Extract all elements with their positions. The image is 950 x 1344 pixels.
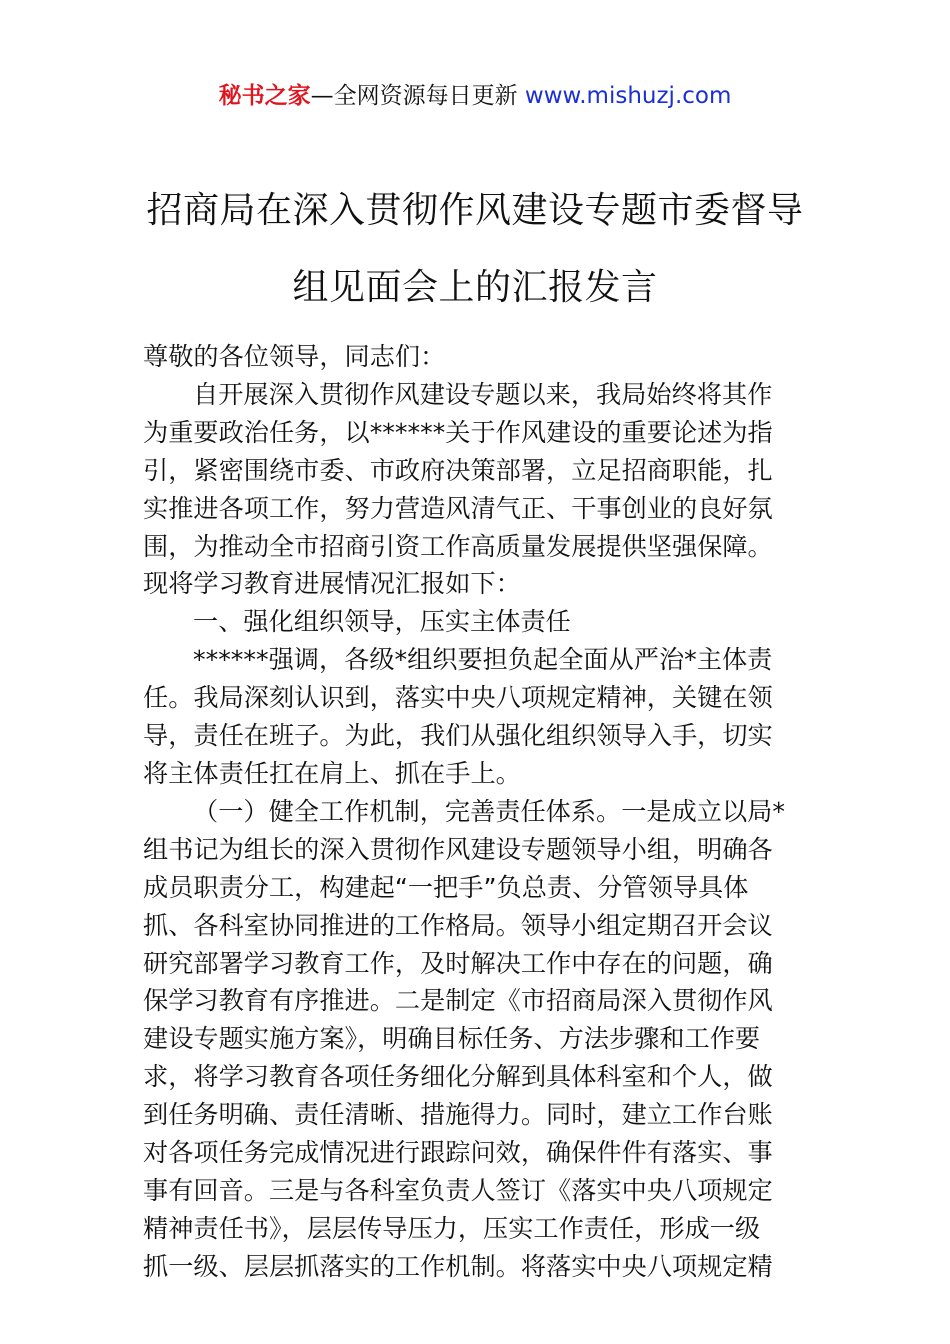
salutation: 尊敬的各位领导，同志们： <box>143 342 446 371</box>
brand-name: 秘书之家 <box>218 83 311 109</box>
paragraph-line: ******强调，各级*组织要担负起全面从严治*主体责 <box>193 645 773 675</box>
document-title <box>100 172 850 326</box>
header-tagline: —全网资源每日更新 <box>310 83 518 109</box>
paragraph-line: 实推进各项工作，努力营造风清气正、干事创业的良好氛 <box>143 493 773 523</box>
paragraph-line: 保学习教育有序推进。二是制定《市招商局深入贯彻作风 <box>143 986 773 1016</box>
document-body <box>143 338 813 1286</box>
paragraph-line: 精神责任书》，层层传导压力，压实工作责任，形成一级 <box>143 1213 761 1243</box>
paragraph-line: 将主体责任扛在肩上、抓在手上。 <box>143 758 521 788</box>
paragraph-line: 围，为推动全市招商引资工作高质量发展提供坚强保障。 <box>143 531 773 561</box>
paragraph-line: 求，将学习教育各项任务细化分解到具体科室和个人，做 <box>143 1062 773 1092</box>
paragraph-line: 自开展深入贯彻作风建设专题以来，我局始终将其作 <box>193 379 773 409</box>
paragraph-line: 导，责任在班子。为此，我们从强化组织领导入手，切实 <box>143 721 773 751</box>
paragraph-line: 为重要政治任务，以******关于作风建设的重要论述为指 <box>143 417 773 447</box>
paragraph-line: 引，紧密围绕市委、市政府决策部署，立足招商职能，扎 <box>143 455 773 485</box>
paragraph-line: 抓一级、层层抓落实的工作机制。将落实中央八项规定精 <box>143 1251 773 1281</box>
title-line-1: 招商局在深入贯彻作风建设专题市委督导 <box>146 190 804 231</box>
site-url[interactable]: www.mishuzj.com <box>524 83 732 109</box>
paragraph-line: （一）健全工作机制，完善责任体系。一是成立以局* <box>193 796 785 826</box>
paragraph-line: 事有回音。三是与各科室负责人签订《落实中央八项规定 <box>143 1175 773 1205</box>
site-header <box>0 80 950 112</box>
paragraph-line: 成员职责分工，构建起“一把手”负总责、分管领导具体 <box>143 872 749 902</box>
paragraph-line: 研究部署学习教育工作，及时解决工作中存在的问题，确 <box>143 948 773 978</box>
section-heading: 一、强化组织领导，压实主体责任 <box>193 607 571 637</box>
paragraph-line: 到任务明确、责任清晰、措施得力。同时，建立工作台账 <box>143 1100 773 1130</box>
title-line-2: 组见面会上的汇报发言 <box>292 267 658 308</box>
paragraph-line: 建设专题实施方案》，明确目标任务、方法步骤和工作要 <box>143 1024 761 1054</box>
paragraph-line: 抓、各科室协同推进的工作格局。领导小组定期召开会议 <box>143 910 773 940</box>
paragraph-line: 对各项任务完成情况进行跟踪问效，确保件件有落实、事 <box>143 1138 773 1168</box>
paragraph-line: 现将学习教育进展情况汇报如下： <box>143 569 521 599</box>
paragraph-line: 组书记为组长的深入贯彻作风建设专题领导小组，明确各 <box>143 834 773 864</box>
paragraph-line: 任。我局深刻认识到，落实中央八项规定精神，关键在领 <box>143 683 773 713</box>
